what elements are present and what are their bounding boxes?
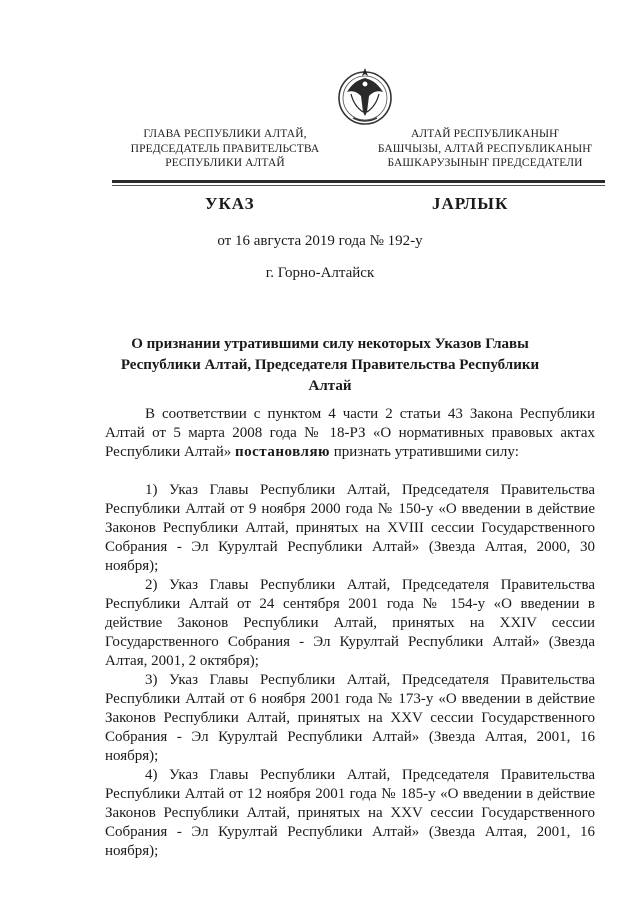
header-divider-thick [112, 180, 605, 183]
intro-keyword: постановляю [235, 444, 331, 460]
header-right-line: АЛТАЙ РЕСПУБЛИКАНЫҤ [411, 128, 559, 140]
document-type-title: УКАЗ [205, 194, 255, 213]
header-left-block [90, 127, 360, 171]
intro-text-end: признать утратившими силу: [330, 444, 519, 460]
header-left-line: ГЛАВА РЕСПУБЛИКИ АЛТАЙ, [143, 128, 307, 140]
header-left-line: РЕСПУБЛИКИ АЛТАЙ [165, 157, 285, 169]
header-right-line: БАШЧЫЗЫ, АЛТАЙ РЕСПУБЛИКАНЫҤ [377, 142, 593, 155]
header-right-line: БАШКАРУЗЫНЫҤ ПРЕДСЕДАТЕЛИ [387, 157, 583, 169]
list-item: 2) Указ Главы Республики Алтай, Председателя Правительства Республики Алтай от 24 сентября 2001 года № 154-у «О введении в действие Законов Республики Алтай, принятых на XXIV сессии Государственного Собрания - Эл Курултай Республики Алтай» (Звезда Алтая, 2001, 2 октября); [105, 577, 595, 669]
coat-of-arms-emblem [333, 62, 397, 130]
subject-line: Республики Алтай, Председателя Правительства Республики Алтай [120, 357, 540, 394]
header-left-line: ПРЕДСЕДАТЕЛЬ ПРАВИТЕЛЬСТВА [130, 142, 320, 155]
document-body [105, 405, 595, 861]
list-item: 3) Указ Главы Республики Алтай, Председателя Правительства Республики Алтай от 6 ноября 2001 года № 173-у «О введении в действие Законов Республики Алтай, принятых на XXV сессии Государственного Собрания - Эл Курултай Республики Алтай» (Звезда Алтая, 2001, 16 ноября); [105, 672, 595, 764]
document-city: г. Горно-Алтайск [265, 265, 375, 281]
list-item: 1) Указ Главы Республики Алтай, Председателя Правительства Республики Алтай от 9 ноября 2000 года № 150-у «О введении в действие Законов Республики Алтай, принятых на XVIII сессии Государственного Собрания - Эл Курултай Республики Алтай» (Звезда Алтая, 2000, 30 ноября); [105, 482, 595, 574]
header-right-block [350, 127, 620, 171]
document-subject [100, 334, 560, 397]
intro-paragraph [105, 405, 595, 462]
list-item: 4) Указ Главы Республики Алтай, Председателя Правительства Республики Алтай от 12 ноября 2001 года № 185-у «О введении в действие Законов Республики Алтай, принятых на XXV сессии Государственного Собрания - Эл Курултай Республики Алтай» (Звезда Алтая, 2001, 16 ноября); [105, 767, 595, 859]
document-type-title-altai: JАРЛЫК [432, 194, 509, 213]
header-divider-thin [112, 185, 605, 186]
document-date-number: от 16 августа 2019 года № 192-у [217, 233, 423, 249]
subject-line: О признании утратившими силу некоторых Указов Главы [131, 336, 529, 352]
intro-text: В соответствии с пунктом 4 части 2 статьи 43 Закона Республики Алтай от 5 марта 2008 года № 18-РЗ «О нормативных правовых актах Республики Алтай» [105, 406, 595, 460]
